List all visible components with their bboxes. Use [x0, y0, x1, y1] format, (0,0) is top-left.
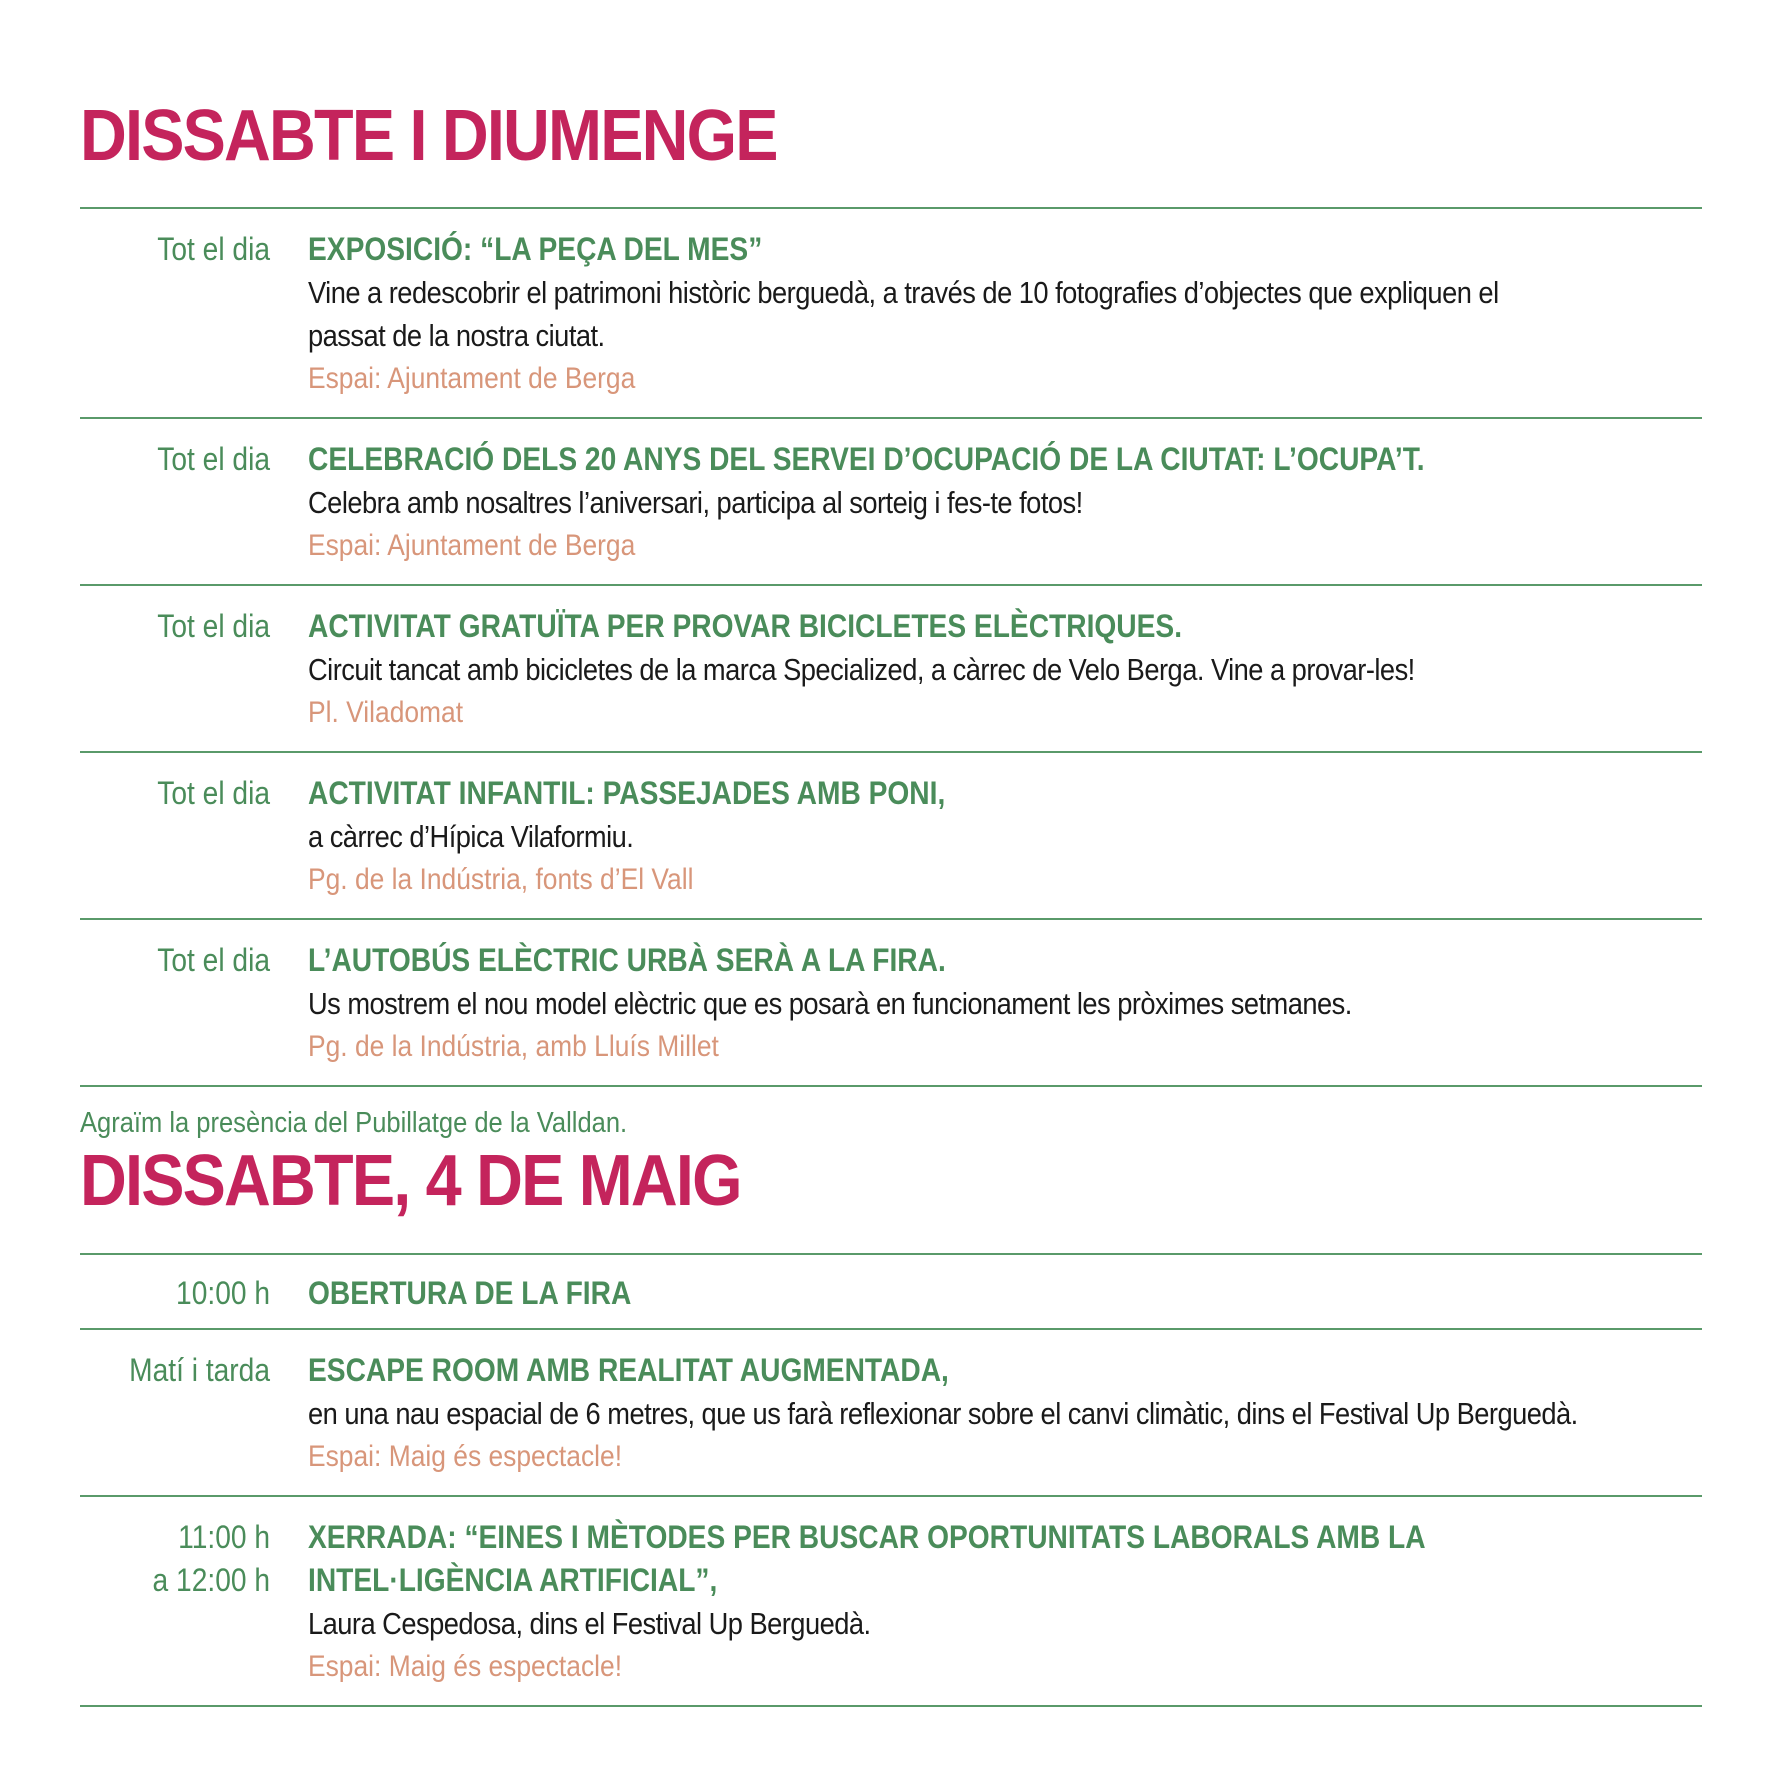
event-description: [308, 271, 1698, 357]
event-title: [308, 605, 1698, 648]
event-description-line: Vine a redescobrir el patrimoni històric berguedà, a través de 10 fotografies d’objectes que expliquen el: [308, 275, 1499, 310]
event-title: [308, 1349, 1698, 1392]
event-content: [270, 438, 1772, 567]
event-title-line: OBERTURA DE LA FIRA: [308, 1275, 632, 1311]
event-time-line: 11:00 h: [178, 1519, 270, 1555]
event-title: [308, 438, 1698, 481]
event-row: [80, 1330, 1702, 1497]
event-content: [270, 605, 1772, 734]
event-row: [80, 1497, 1702, 1707]
event-row: [80, 920, 1702, 1087]
event-title-line: CELEBRACIÓ DELS 20 ANYS DEL SERVEI D’OCUPACIÓ DE LA CIUTAT: L’OCUPA’T.: [308, 441, 1425, 477]
event-time: [103, 1349, 270, 1478]
event-time: [103, 438, 270, 567]
event-description-line: Us mostrem el nou model elèctric que es posarà en funcionament les pròximes setmanes.: [308, 986, 1352, 1021]
event-venue: Espai: Ajuntament de Berga: [308, 362, 636, 395]
event-content: [270, 228, 1772, 400]
event-time: [103, 1516, 270, 1688]
day-title: DISSABTE I DIUMENGE: [80, 96, 777, 176]
event-row: [80, 419, 1702, 586]
program-sections: [80, 0, 1702, 1707]
event-time-line: Tot el dia: [157, 608, 270, 644]
day-section: [80, 1141, 1702, 1707]
event-title-line: ACTIVITAT GRATUÏTA PER PROVAR BICICLETES ELÈCTRIQUES.: [308, 608, 1183, 644]
event-title: [308, 1272, 1535, 1315]
event-venue: Pg. de la Indústria, amb Lluís Millet: [308, 1030, 719, 1063]
event-list: [80, 207, 1702, 1087]
event-description: [308, 1392, 1698, 1435]
event-title-line: L’AUTOBÚS ELÈCTRIC URBÀ SERÀ A LA FIRA.: [308, 942, 946, 978]
event-description: [308, 1602, 1698, 1645]
event-time-line: a 12:00 h: [152, 1562, 270, 1598]
event-description-line: Circuit tancat amb bicicletes de la marca Specialized, a càrrec de Velo Berga. Vine a provar-les!: [308, 652, 1415, 687]
event-description: [308, 815, 1698, 858]
event-content: [270, 1516, 1772, 1688]
event-description-line: Celebra amb nosaltres l’aniversari, participa al sorteig i fes-te fotos!: [308, 485, 1083, 520]
event-description: [308, 648, 1698, 691]
event-description-line: en una nau espacial de 6 metres, que us farà reflexionar sobre el canvi climàtic, dins el Festival Up Berguedà.: [308, 1396, 1578, 1431]
event-time-line: Tot el dia: [157, 231, 270, 267]
day-section: [80, 0, 1702, 1145]
event-title: [308, 939, 1698, 982]
event-row: [80, 209, 1702, 419]
event-description-line: Laura Cespedosa, dins el Festival Up Berguedà.: [308, 1606, 871, 1641]
event-venue: Pg. de la Indústria, fonts d’El Vall: [308, 863, 694, 896]
event-venue: Espai: Maig és espectacle!: [308, 1440, 623, 1473]
event-description-line: a càrrec d’Hípica Vilaformiu.: [308, 819, 634, 854]
event-row: [80, 1255, 1702, 1330]
event-description: [308, 982, 1698, 1025]
event-time-line: Tot el dia: [157, 942, 270, 978]
event-content: [270, 772, 1772, 901]
event-content: [270, 939, 1772, 1068]
event-list: [80, 1253, 1702, 1707]
event-time-line: Tot el dia: [157, 775, 270, 811]
event-content: [270, 1349, 1772, 1478]
event-venue: Espai: Ajuntament de Berga: [308, 529, 636, 562]
event-title-line: EXPOSICIÓ: “LA PEÇA DEL MES”: [308, 231, 763, 267]
event-title: [308, 772, 1698, 815]
event-time-line: 10:00 h: [176, 1275, 270, 1311]
day-title: DISSABTE, 4 DE MAIG: [80, 1141, 741, 1221]
event-row: [80, 753, 1702, 920]
event-time-line: Matí i tarda: [129, 1352, 270, 1388]
event-content: [270, 1272, 1702, 1315]
event-time: [103, 605, 270, 734]
event-venue: Espai: Maig és espectacle!: [308, 1650, 623, 1683]
event-row: [80, 586, 1702, 753]
event-time: [103, 228, 270, 400]
event-title-line: INTEL·LIGÈNCIA ARTIFICIAL”,: [308, 1562, 718, 1598]
acknowledgement-note: Agraïm la presència del Pubillatge de la Valldan.: [80, 1107, 628, 1139]
event-title-line: ESCAPE ROOM AMB REALITAT AUGMENTADA,: [308, 1352, 949, 1388]
event-title-line: XERRADA: “EINES I MÈTODES PER BUSCAR OPORTUNITATS LABORALS AMB LA: [308, 1519, 1426, 1555]
event-title: [308, 228, 1698, 271]
event-title-line: ACTIVITAT INFANTIL: PASSEJADES AMB PONI,: [308, 775, 946, 811]
event-description-line: passat de la nostra ciutat.: [308, 318, 605, 353]
event-time: [103, 772, 270, 901]
event-description: [308, 481, 1698, 524]
event-time: [103, 1272, 270, 1315]
program-page: [80, 0, 1702, 1707]
event-title: [308, 1516, 1698, 1602]
event-time: [103, 939, 270, 1068]
event-venue: Pl. Viladomat: [308, 696, 464, 729]
event-time-line: Tot el dia: [157, 441, 270, 477]
